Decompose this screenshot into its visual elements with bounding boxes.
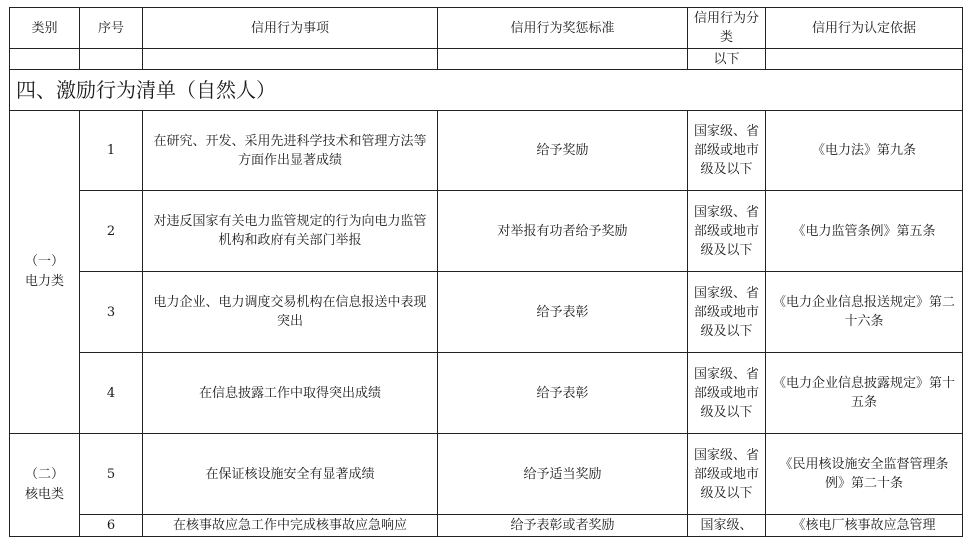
row-basis: 《核电厂核事故应急管理 <box>766 515 963 537</box>
header-row <box>10 8 963 49</box>
row-basis: 《电力企业信息披露规定》第十五条 <box>766 353 963 434</box>
row-basis: 《电力企业信息报送规定》第二十六条 <box>766 272 963 353</box>
row-standard: 给予表彰 <box>438 272 688 353</box>
header-classification: 信用行为分类 <box>688 8 766 49</box>
table-row <box>10 515 963 537</box>
table-row <box>10 434 963 515</box>
table-row <box>10 111 963 191</box>
category-cell-power <box>10 111 80 434</box>
carryover-classification: 以下 <box>688 49 766 70</box>
row-classification: 国家级、 <box>688 515 766 537</box>
row-classification: 国家级、省部级或地市级及以下 <box>688 191 766 272</box>
table-row <box>10 353 963 434</box>
header-matter: 信用行为事项 <box>143 8 438 49</box>
header-standard: 信用行为奖惩标准 <box>438 8 688 49</box>
header-category: 类别 <box>10 8 80 49</box>
row-number: 5 <box>80 434 143 515</box>
category-line: （二） <box>24 467 64 482</box>
row-matter: 在信息披露工作中取得突出成绩 <box>143 353 438 434</box>
credit-incentive-table <box>9 7 963 537</box>
row-classification: 国家级、省部级或地市级及以下 <box>688 434 766 515</box>
row-number: 6 <box>80 515 143 537</box>
row-classification: 国家级、省部级或地市级及以下 <box>688 111 766 191</box>
row-standard: 对举报有功者给予奖励 <box>438 191 688 272</box>
table-row <box>10 191 963 272</box>
row-matter: 在核事故应急工作中完成核事故应急响应 <box>143 515 438 537</box>
document-page <box>9 7 962 537</box>
table-row <box>10 272 963 353</box>
row-number: 1 <box>80 111 143 191</box>
row-standard: 给予表彰或者奖励 <box>438 515 688 537</box>
carryover-row <box>10 49 963 70</box>
row-basis: 《民用核设施安全监督管理条例》第二十条 <box>766 434 963 515</box>
row-standard: 给予奖励 <box>438 111 688 191</box>
category-line: （一） <box>24 254 64 269</box>
section-title: 四、激励行为清单（自然人） <box>10 70 963 111</box>
category-line: 电力类 <box>24 274 64 289</box>
row-classification: 国家级、省部级或地市级及以下 <box>688 272 766 353</box>
row-standard: 给予适当奖励 <box>438 434 688 515</box>
header-number: 序号 <box>80 8 143 49</box>
row-basis: 《电力监管条例》第五条 <box>766 191 963 272</box>
row-classification: 国家级、省部级或地市级及以下 <box>688 353 766 434</box>
row-standard: 给予表彰 <box>438 353 688 434</box>
row-matter: 对违反国家有关电力监管规定的行为向电力监管机构和政府有关部门举报 <box>143 191 438 272</box>
category-cell-nuclear <box>10 434 80 537</box>
row-basis: 《电力法》第九条 <box>766 111 963 191</box>
row-number: 2 <box>80 191 143 272</box>
row-matter: 在研究、开发、采用先进科学技术和管理方法等方面作出显著成绩 <box>143 111 438 191</box>
row-matter: 电力企业、电力调度交易机构在信息报送中表现突出 <box>143 272 438 353</box>
row-number: 4 <box>80 353 143 434</box>
section-row <box>10 70 963 111</box>
row-matter: 在保证核设施安全有显著成绩 <box>143 434 438 515</box>
category-line: 核电类 <box>24 487 64 502</box>
header-basis: 信用行为认定依据 <box>766 8 963 49</box>
row-number: 3 <box>80 272 143 353</box>
